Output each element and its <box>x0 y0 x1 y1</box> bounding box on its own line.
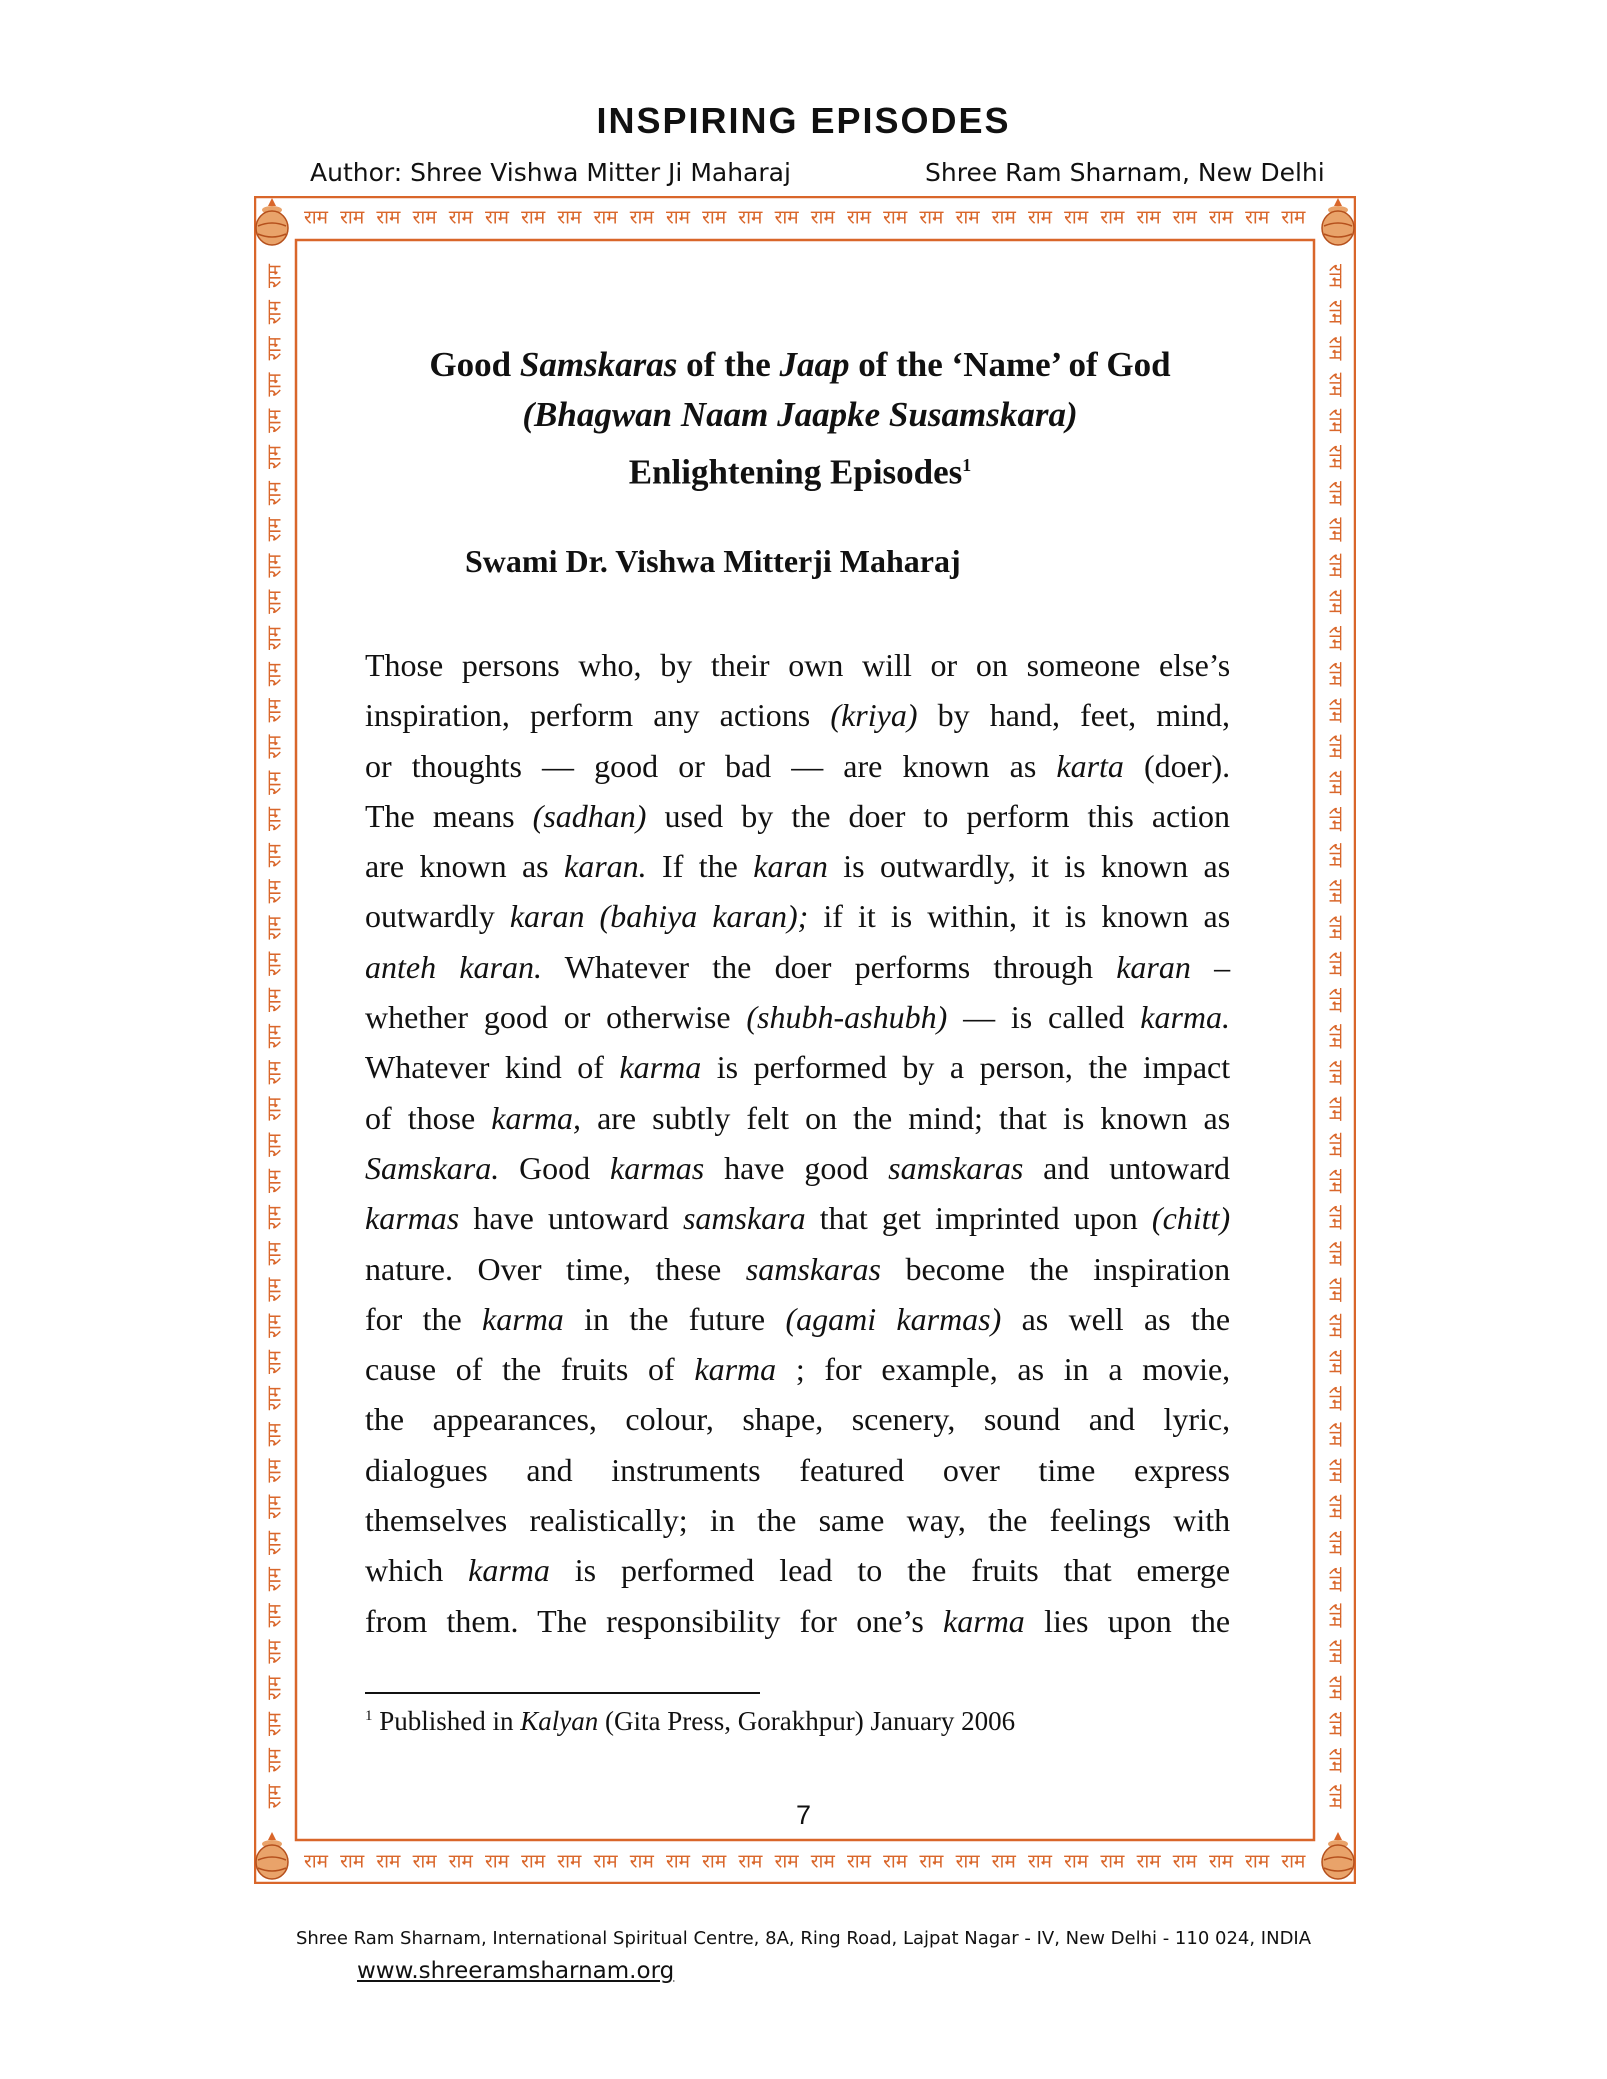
ram-border-word: राम <box>1324 806 1347 832</box>
body-line: from them. The responsibility for one’s karma lies upon the <box>365 1602 1231 1639</box>
ram-border-word: राम <box>774 1850 799 1873</box>
title-text: Good <box>429 345 520 384</box>
ram-border-word: राम <box>263 915 286 940</box>
ram-border-word: राम <box>263 1241 286 1266</box>
ram-border-word: राम <box>376 206 401 229</box>
ram-border-word: राम <box>1324 1639 1347 1664</box>
ram-border-word: राम <box>340 1850 365 1873</box>
ram-border-word: राम <box>1324 1060 1347 1085</box>
title-text-italic: Samskaras <box>519 345 678 384</box>
ram-border-word: राम <box>263 1458 286 1483</box>
body-line: anteh karan. Whatever the doer performs through karan – <box>365 948 1231 985</box>
ram-border-word: राम <box>810 206 835 229</box>
ram-border-word: राम <box>263 1313 286 1338</box>
body-line: cause of the fruits of karma ; for example, as in a movie, <box>365 1351 1231 1388</box>
ram-border-word: राम <box>263 1567 286 1592</box>
ram-border-word: राम <box>412 206 437 229</box>
ram-border-word: राम <box>665 206 691 229</box>
title-text: of the <box>677 345 780 384</box>
ram-border-word: राम <box>1324 263 1347 289</box>
ram-border-word: राम <box>1324 1168 1347 1194</box>
ram-border-word: राम <box>1324 1603 1347 1628</box>
ram-border-word: राम <box>1324 589 1347 614</box>
ram-border-word: राम <box>1324 843 1347 868</box>
title-text-italic: Jaap <box>779 345 850 384</box>
ram-border-word: राम <box>1208 1850 1234 1873</box>
body-line: Those persons who, by their own will or on someone else’s <box>365 647 1231 683</box>
ram-border-word: राम <box>1324 1675 1347 1700</box>
page-header-title: INSPIRING EPISODES <box>596 100 1011 141</box>
body-line: or thoughts — good or bad — are known as karta (doer). <box>365 747 1231 784</box>
ram-border-word: राम <box>263 1349 286 1375</box>
title-text-italic: (Bhagwan Naam Jaapke Susamskara) <box>522 395 1078 434</box>
ram-border-word: राम <box>1027 1850 1053 1873</box>
ram-border-word: राम <box>263 1784 286 1809</box>
ram-border-word: राम <box>263 1530 286 1556</box>
ram-border-word: राम <box>1324 1132 1347 1157</box>
ram-border-word: राम <box>484 206 510 229</box>
ram-border-word: राम <box>1172 206 1197 229</box>
ram-border-word: राम <box>883 206 908 229</box>
ram-border-word: राम <box>1324 1241 1347 1266</box>
ram-border-word: राम <box>883 1850 908 1873</box>
ram-border-word: राम <box>263 1386 286 1411</box>
ram-border-word: राम <box>263 987 286 1013</box>
ram-border-word: राम <box>919 1850 944 1873</box>
ram-border-word: राम <box>303 1850 329 1873</box>
ram-border-word: राम <box>1100 1850 1125 1873</box>
ram-border-word: राम <box>1324 915 1347 940</box>
ram-border-word: राम <box>991 206 1016 229</box>
ram-border-word: राम <box>1324 1567 1347 1592</box>
kalash-icon <box>252 196 292 250</box>
body-line: are known as karan. If the karan is outwardly, it is known as <box>365 848 1231 885</box>
ram-border-word: राम <box>774 206 799 229</box>
body-line: dialogues and instruments featured over time express <box>365 1451 1230 1488</box>
ram-border-word: राम <box>1324 1096 1347 1121</box>
ram-border-word: राम <box>263 1422 286 1447</box>
title-line-2 <box>320 390 1280 440</box>
ram-border-word: राम <box>263 336 286 361</box>
author-line: Author: Shree Vishwa Mitter Ji Maharaj <box>310 158 791 187</box>
ram-border-word: राम <box>1324 698 1347 723</box>
ram-border-word: राम <box>521 1850 546 1873</box>
ram-border-word: राम <box>1324 662 1347 687</box>
ram-border-word: राम <box>593 1850 618 1873</box>
ram-border-word: राम <box>1324 951 1347 976</box>
ram-border-word: राम <box>557 206 582 229</box>
ram-border-word: राम <box>738 206 763 229</box>
ram-border-word: राम <box>702 1850 727 1873</box>
ram-border-word: राम <box>1324 625 1347 651</box>
ram-border-word: राम <box>557 1850 582 1873</box>
article-title <box>320 340 1280 498</box>
ram-border-word: राम <box>263 879 286 904</box>
ram-border-word: राम <box>1064 206 1089 229</box>
ram-border-word: राम <box>263 1748 286 1773</box>
ram-border-word: राम <box>1324 734 1347 759</box>
title-text: of the ‘Name’ of God <box>849 345 1171 384</box>
ram-border-word: राम <box>1324 517 1347 542</box>
ram-border-word: राम <box>263 734 286 759</box>
title-line-3 <box>320 440 1280 498</box>
body-line: nature. Over time, these samskaras become the inspiration <box>365 1250 1231 1287</box>
ram-border-word: राम <box>1324 336 1347 361</box>
ram-border-word: राम <box>1324 1530 1347 1556</box>
ram-border-word: राम <box>263 1494 286 1519</box>
kalash-icon <box>1318 1830 1358 1884</box>
footnote-divider <box>365 1692 760 1694</box>
ram-border-word: राम <box>1281 206 1306 229</box>
body-line: of those karma, are subtly felt on the mind; that is known as <box>365 1099 1231 1136</box>
ram-border-word: राम <box>1324 553 1347 578</box>
body-line: which karma is performed lead to the fruits that emerge <box>365 1552 1231 1589</box>
ram-border-word: राम <box>1208 206 1234 229</box>
ram-border-word: राम <box>263 1060 286 1085</box>
title-line-1 <box>320 340 1280 390</box>
ram-border-word: राम <box>665 1850 691 1873</box>
ram-border-word: राम <box>263 589 286 614</box>
ram-border-word: राम <box>263 444 286 470</box>
ram-border-word: राम <box>1324 444 1347 470</box>
ram-border-word: राम <box>1136 1850 1161 1873</box>
ram-border-word: राम <box>263 263 286 289</box>
ram-border-word: राम <box>263 662 286 687</box>
ram-border-word: राम <box>1324 1349 1347 1375</box>
ram-border-word: राम <box>1324 1458 1347 1483</box>
ram-border-word: राम <box>263 625 286 651</box>
body-paragraph <box>365 640 1230 1646</box>
body-line: themselves realistically; in the same way, the feelings with <box>365 1502 1231 1539</box>
body-line: Samskara. Good karmas have good samskaras and untoward <box>365 1149 1231 1186</box>
ram-border-word: राम <box>263 553 286 578</box>
footnote-number: 1 <box>365 1708 373 1724</box>
body-line: whether good or otherwise (shubh-ashubh) — is called karma. <box>365 999 1230 1036</box>
ram-border-word: राम <box>263 1639 286 1664</box>
ram-border-word: राम <box>1324 1024 1347 1049</box>
ram-border-word: राम <box>263 1603 286 1628</box>
ram-border-word: राम <box>1100 206 1125 229</box>
ram-border-word: राम <box>1324 770 1347 795</box>
ram-border-word: राम <box>846 206 872 229</box>
ram-border-word: राम <box>1064 1850 1089 1873</box>
ram-border-word: राम <box>521 206 546 229</box>
ram-border-word: राम <box>810 1850 835 1873</box>
ram-border-word: राम <box>846 1850 872 1873</box>
body-line: for the karma in the future (agami karmas) as well as the <box>365 1300 1231 1337</box>
ram-border-word: राम <box>1281 1850 1306 1873</box>
footnote-source: Kalyan <box>520 1706 599 1736</box>
ram-border-word: राम <box>263 1096 286 1121</box>
ram-border-word: राम <box>593 206 618 229</box>
ram-border-word: राम <box>702 206 727 229</box>
body-line: karmas have untoward samskara that get imprinted upon (chitt) <box>365 1200 1231 1237</box>
ram-border-word: राम <box>484 1850 510 1873</box>
ram-border-word: राम <box>263 1711 286 1737</box>
ram-border-word: राम <box>1324 300 1347 325</box>
ram-border-word: राम <box>1245 1850 1270 1873</box>
ram-border-word: राम <box>263 300 286 325</box>
ram-border-word: राम <box>1324 1422 1347 1447</box>
ram-border-word: राम <box>1324 372 1347 397</box>
ram-border-word: राम <box>376 1850 401 1873</box>
ram-border-word: राम <box>991 1850 1016 1873</box>
ram-border-word: राम <box>629 1850 654 1873</box>
ram-border-word: राम <box>263 408 286 433</box>
body-line: inspiration, perform any actions (kriya) by hand, feet, mind, <box>365 697 1231 734</box>
footnote-marker: 1 <box>962 455 972 475</box>
ram-border-word: राम <box>1136 206 1161 229</box>
byline: Swami Dr. Vishwa Mitterji Maharaj <box>465 543 961 579</box>
ram-border-word: राम <box>263 517 286 542</box>
ram-border-word: राम <box>1172 1850 1197 1873</box>
ram-border-word: राम <box>629 206 654 229</box>
ram-border-word: राम <box>263 951 286 976</box>
ram-border-word: राम <box>448 206 473 229</box>
footnote-text: Published in <box>372 1706 521 1736</box>
ram-border-word: राम <box>263 372 286 397</box>
ram-border-word: राम <box>263 1205 286 1230</box>
ram-border-word: राम <box>1324 1277 1347 1302</box>
ram-border-word: राम <box>1027 206 1053 229</box>
ram-border-word: राम <box>1324 1205 1347 1230</box>
ram-border-word: राम <box>263 806 286 832</box>
ram-border-word: राम <box>1324 987 1347 1013</box>
footer-address: Shree Ram Sharnam, International Spiritual Centre, 8A, Ring Road, Lajpat Nagar - IV, New Delhi - 110 024, INDIA <box>295 1928 1312 1949</box>
ram-border-word: राम <box>340 206 365 229</box>
ram-border-word: राम <box>263 843 286 868</box>
ram-border-word: राम <box>1245 206 1270 229</box>
kalash-icon <box>1318 196 1358 250</box>
ram-border-word: राम <box>955 206 980 229</box>
center-name: Shree Ram Sharnam, New Delhi <box>925 158 1325 187</box>
body-line: the appearances, colour, shape, scenery, sound and lyric, <box>365 1401 1231 1438</box>
ram-border-word: राम <box>448 1850 473 1873</box>
ram-border-word: राम <box>263 770 286 795</box>
title-text: Enlightening Episodes <box>628 452 963 492</box>
body-line: The means (sadhan) used by the doer to perform this action <box>365 797 1231 834</box>
ram-border-word: राम <box>1324 1711 1347 1737</box>
kalash-icon <box>252 1830 292 1884</box>
ram-border-word: राम <box>263 698 286 723</box>
ram-border-word: राम <box>263 481 286 506</box>
ram-border-word: राम <box>919 206 944 229</box>
ram-border-word: राम <box>1324 1494 1347 1519</box>
ram-border-word: राम <box>263 1024 286 1049</box>
ram-border-word: राम <box>1324 879 1347 904</box>
ram-border-word: राम <box>1324 481 1347 506</box>
ram-border-word: राम <box>412 1850 437 1873</box>
body-line: Whatever kind of karma is performed by a person, the impact <box>365 1049 1231 1086</box>
ram-border-word: राम <box>263 1277 286 1302</box>
body-line: outwardly karan (bahiya karan); if it is within, it is known as <box>365 898 1231 935</box>
ram-border-word: राम <box>1324 1386 1347 1411</box>
ram-border-word: राम <box>1324 408 1347 433</box>
footer-website-link[interactable]: www.shreeramsharnam.org <box>357 1958 675 1984</box>
ram-border-word: राम <box>1324 1748 1347 1773</box>
ram-border-word: राम <box>263 1132 286 1157</box>
footnote-text: (Gita Press, Gorakhpur) January 2006 <box>598 1706 1016 1736</box>
ram-border-word: राम <box>303 206 329 229</box>
page-number: 7 <box>795 1800 812 1830</box>
ram-border-word: राम <box>738 1850 763 1873</box>
ram-border-word: राम <box>955 1850 980 1873</box>
ram-border-word: राम <box>263 1675 286 1700</box>
footnote <box>365 1706 1015 1737</box>
ram-border-word: राम <box>263 1168 286 1194</box>
ram-border-word: राम <box>1324 1784 1347 1809</box>
ram-border-word: राम <box>1324 1313 1347 1338</box>
